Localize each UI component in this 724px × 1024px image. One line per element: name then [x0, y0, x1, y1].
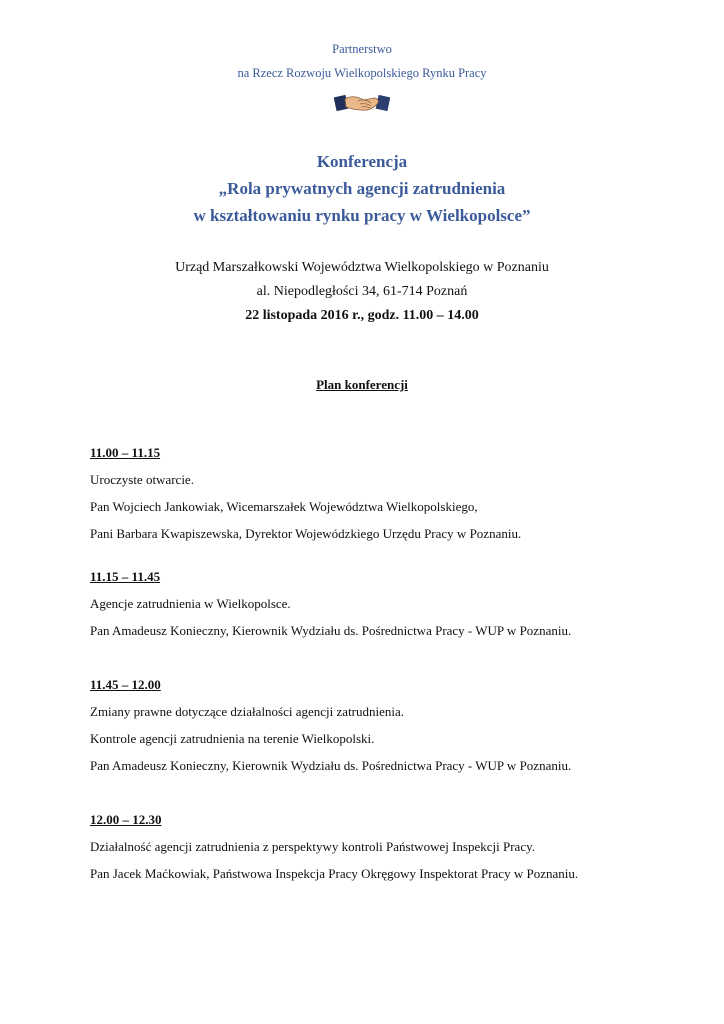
- slot-time: 11.00 – 11.15: [90, 445, 161, 460]
- slot-time: 12.00 – 12.30: [90, 812, 162, 827]
- org-name-line1: Partnerstwo: [332, 42, 392, 56]
- slot-line: Pan Amadeusz Konieczny, Kierownik Wydziału ds. Pośrednictwa Pracy - WUP w Poznaniu.: [90, 623, 572, 638]
- conference-title-line1: „Rola prywatnych agencji zatrudnienia: [218, 179, 506, 198]
- venue-address: al. Niepodległości 34, 61-714 Poznań: [256, 284, 468, 299]
- slot-line: Pan Jacek Maćkowiak, Państwowa Inspekcja Pracy Okręgowy Inspektorat Pracy w Poznaniu.: [90, 866, 579, 881]
- venue-name: Urząd Marszałkowski Województwa Wielkopolskiego w Poznaniu: [175, 260, 549, 275]
- slot-line: Agencje zatrudnienia w Wielkopolsce.: [90, 596, 291, 611]
- conference-label: Konferencja: [316, 152, 408, 171]
- plan-title: Plan konferencji: [316, 377, 408, 392]
- slot-line: Pani Barbara Kwapiszewska, Dyrektor Wojewódzkiego Urzędu Pracy w Poznaniu.: [90, 526, 522, 541]
- handshake-icon: [334, 89, 390, 117]
- org-name-line2: na Rzecz Rozwoju Wielkopolskiego Rynku Pracy: [237, 66, 487, 80]
- slot-time: 11.15 – 11.45: [90, 569, 161, 584]
- event-date-time: 22 listopada 2016 r., godz. 11.00 – 14.00: [245, 308, 479, 323]
- conference-title-line2: w kształtowaniu rynku pracy w Wielkopolsce”: [193, 206, 531, 225]
- slot-line: Zmiany prawne dotyczące działalności agencji zatrudnienia.: [90, 704, 405, 719]
- slot-line: Pan Amadeusz Konieczny, Kierownik Wydziału ds. Pośrednictwa Pracy - WUP w Poznaniu.: [90, 758, 572, 773]
- slot-line: Pan Wojciech Jankowiak, Wicemarszałek Województwa Wielkopolskiego,: [90, 499, 478, 514]
- slot-line: Uroczyste otwarcie.: [90, 472, 194, 487]
- slot-line: Kontrole agencji zatrudnienia na terenie Wielkopolski.: [90, 731, 375, 746]
- slot-line: Działalność agencji zatrudnienia z perspektywy kontroli Państwowej Inspekcji Pracy.: [90, 839, 535, 854]
- slot-time: 11.45 – 12.00: [90, 677, 161, 692]
